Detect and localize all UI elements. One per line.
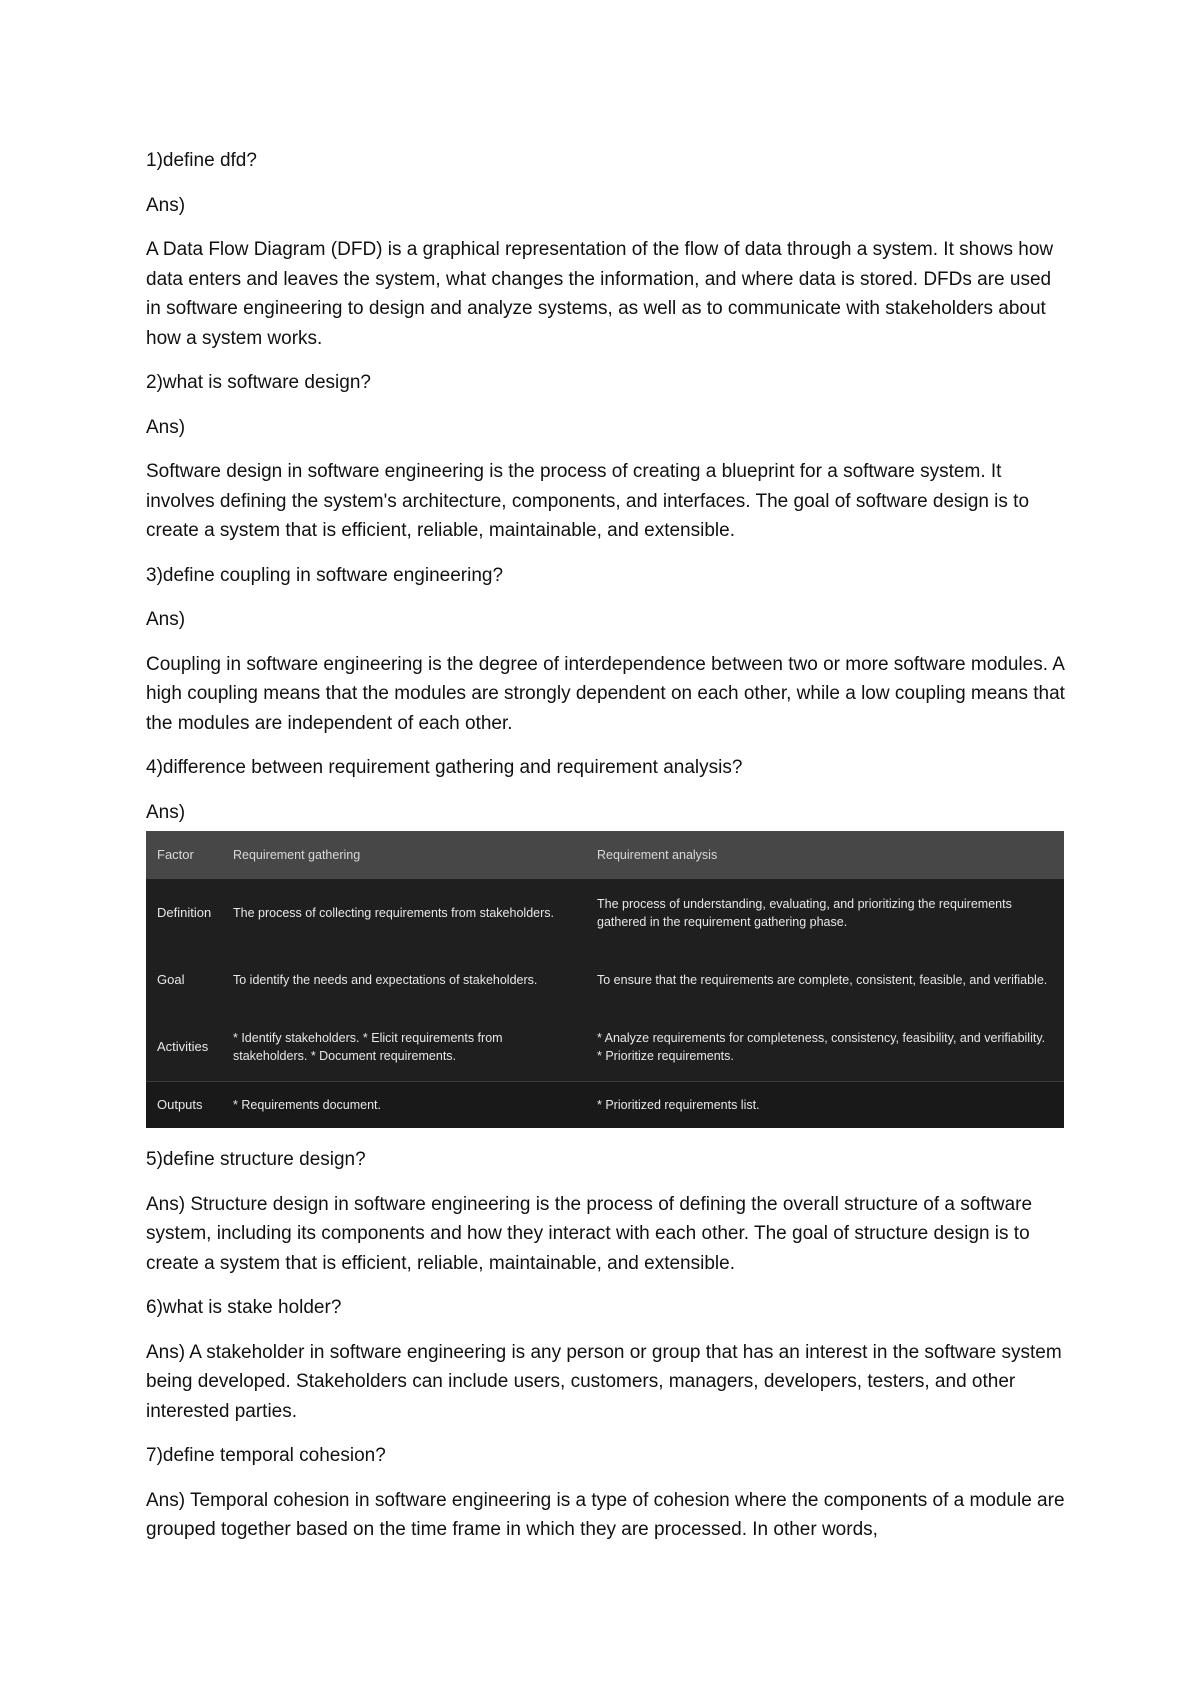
cell-gathering-activities: * Identify stakeholders. * Elicit requirements from stakeholders. * Document requirements.	[233, 1031, 503, 1063]
cell-analysis-activities: * Analyze requirements for completeness, consistency, feasibility, and verifiability. * Prioritize requirements.	[597, 1031, 1046, 1063]
question-6: 6)what is stake holder?	[146, 1297, 342, 1318]
question-3: 3)define coupling in software engineering?	[146, 564, 504, 586]
header-requirement-analysis: Requirement analysis	[597, 848, 718, 862]
answer-label-4: Ans)	[146, 801, 186, 823]
table-row	[146, 1081, 1064, 1128]
document-page	[146, 146, 1066, 1560]
row-factor-activities: Activities	[157, 1039, 209, 1054]
question-4: 4)difference between requirement gathering and requirement analysis?	[146, 757, 743, 778]
cell-analysis-goal: To ensure that the requirements are complete, consistent, feasible, and verifiable.	[597, 973, 1048, 987]
row-factor-definition: Definition	[157, 905, 212, 920]
table-header-row	[146, 831, 1064, 879]
question-7: 7)define temporal cohesion?	[146, 1445, 386, 1466]
table-row	[146, 947, 1064, 1013]
answer-label-1: Ans)	[146, 194, 186, 216]
cell-gathering-outputs: * Requirements document.	[233, 1098, 381, 1112]
answer-2: Software design in software engineering is the process of creating a blueprint for a software system. It involves defining the system's architecture, components, and interfaces. The goal of software design is to create a system that is efficient, reliable, maintainable, and extensible.	[146, 461, 1030, 541]
cell-gathering-goal: To identify the needs and expectations of stakeholders.	[233, 973, 538, 987]
cell-analysis-definition: The process of understanding, evaluating, and prioritizing the requirements gathered in the requirement gathering phase.	[597, 897, 1012, 929]
header-factor: Factor	[157, 847, 194, 862]
question-5: 5)define structure design?	[146, 1149, 366, 1170]
answer-3: Coupling in software engineering is the degree of interdependence between two or more software modules. A high coupling means that the modules are strongly dependent on each other, while a low coupling means that the modules are independent of each other.	[146, 653, 1065, 734]
row-factor-outputs: Outputs	[157, 1097, 203, 1112]
table-row	[146, 1013, 1064, 1081]
question-1: 1)define dfd?	[146, 150, 257, 171]
row-factor-goal: Goal	[157, 972, 185, 987]
question-2: 2)what is software design?	[146, 372, 371, 393]
answer-label-2: Ans)	[146, 416, 186, 438]
header-requirement-gathering: Requirement gathering	[233, 848, 361, 862]
answer-label-3: Ans)	[146, 609, 186, 630]
table-row	[146, 879, 1064, 947]
comparison-table-image	[146, 831, 1064, 1128]
cell-gathering-definition: The process of collecting requirements from stakeholders.	[233, 906, 554, 920]
answer-6: Ans) A stakeholder in software engineering is any person or group that has an interest in the software system being developed. Stakeholders can include users, customers, managers, developers, testers, and other interested parties.	[146, 1341, 1062, 1422]
answer-5: Ans) Structure design in software engineering is the process of defining the overall structure of a software system, including its components and how they interact with each other. The goal of structure design is to create a system that is efficient, reliable, maintainable, and extensible.	[146, 1193, 1033, 1274]
answer-1: A Data Flow Diagram (DFD) is a graphical representation of the flow of data through a system. It shows how data enters and leaves the system, what changes the information, and where data is stored. DFDs are used in software engineering to design and analyze systems, as well as to communicate with stakeholders about how a system works.	[146, 239, 1054, 349]
cell-analysis-outputs: * Prioritized requirements list.	[597, 1098, 760, 1112]
answer-7: Ans) Temporal cohesion in software engineering is a type of cohesion where the components of a module are grouped together based on the time frame in which they are processed. In other words,	[146, 1489, 1065, 1540]
